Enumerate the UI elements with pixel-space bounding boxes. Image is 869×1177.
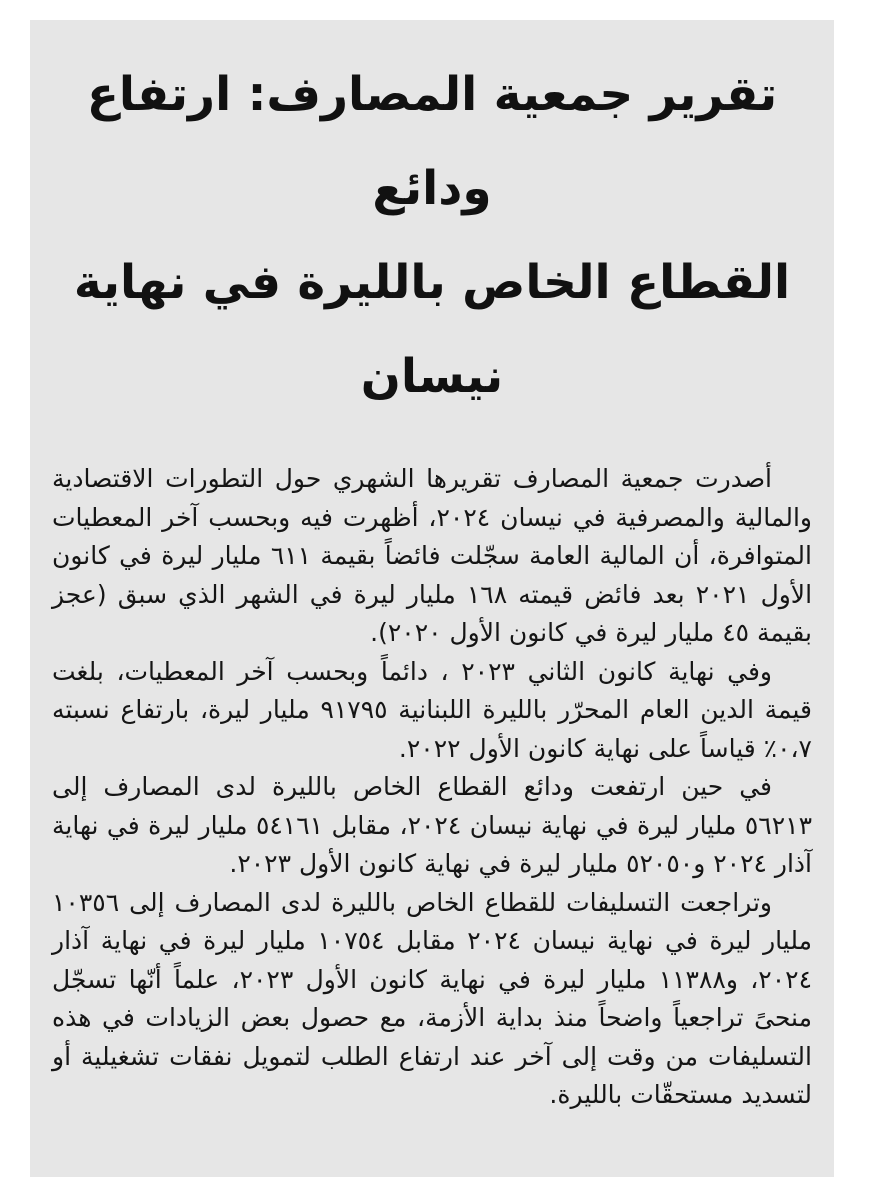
paragraph-loans: وتراجعت التسليفات للقطاع الخاص بالليرة لدى المصارف إلى ١٠٣٥٦ مليار ليرة في نهاية نيسان ٢٠٢٤ مقابل ١٠٧٥٤ مليار ليرة في نهاية آذار ٢٠٢٤، و١١٣٨٨ مليار ليرة في نهاية كانون الأول ٢٠٢٣، علماً أنّها تسجّل منحىً تراجعياً واضحاً منذ بداية الأزمة، مع حصول بعض الزيادات في هذه التسليفات من وقت إلى آخر عند ارتفاع الطلب لتمويل نفقات تشغيلية أو لتسديد مستحقّات بالليرة. — [52, 887, 812, 1109]
headline-line-2: القطاع الخاص بالليرة في نهاية نيسان — [73, 255, 791, 404]
article-headline — [52, 48, 812, 424]
headline-line-1: تقرير جمعية المصارف: ارتفاع ودائع — [86, 67, 778, 216]
paragraph-public-finance: أصدرت جمعية المصارف تقريرها الشهري حول التطورات الاقتصادية والمالية والمصرفية في نيسان ٢٠٢٤، أظهرت فيه وبحسب آخر المعطيات المتوافرة، أن المالية العامة سجّلت فائضاً بقيمة ٦١١ مليار ليرة في كانون الأول ٢٠٢١ بعد فائض قيمته ١٦٨ مليار ليرة في الشهر الذي سبق (عجز بقيمة ٤٥ مليار ليرة في كانون الأول ٢٠٢٠). — [52, 464, 813, 647]
article-body — [52, 460, 812, 1115]
paragraph-public-debt: وفي نهاية كانون الثاني ٢٠٢٣ ، دائماً وبحسب آخر المعطيات، بلغت قيمة الدين العام المحرّر بالليرة اللبنانية ٩١٧٩٥ مليار ليرة، بارتفاع نسبته ٠،٧٪ قياساً على نهاية كانون الأول ٢٠٢٢. — [52, 656, 812, 763]
paragraph-deposits: في حين ارتفعت ودائع القطاع الخاص بالليرة لدى المصارف إلى ٥٦٢١٣ مليار ليرة في نهاية نيسان ٢٠٢٤، مقابل ٥٤١٦١ مليار ليرة في نهاية آذار ٢٠٢٤ و٥٢٠٥٠ مليار ليرة في نهاية كانون الأول ٢٠٢٣. — [52, 772, 812, 878]
article-clipping — [30, 20, 834, 1177]
